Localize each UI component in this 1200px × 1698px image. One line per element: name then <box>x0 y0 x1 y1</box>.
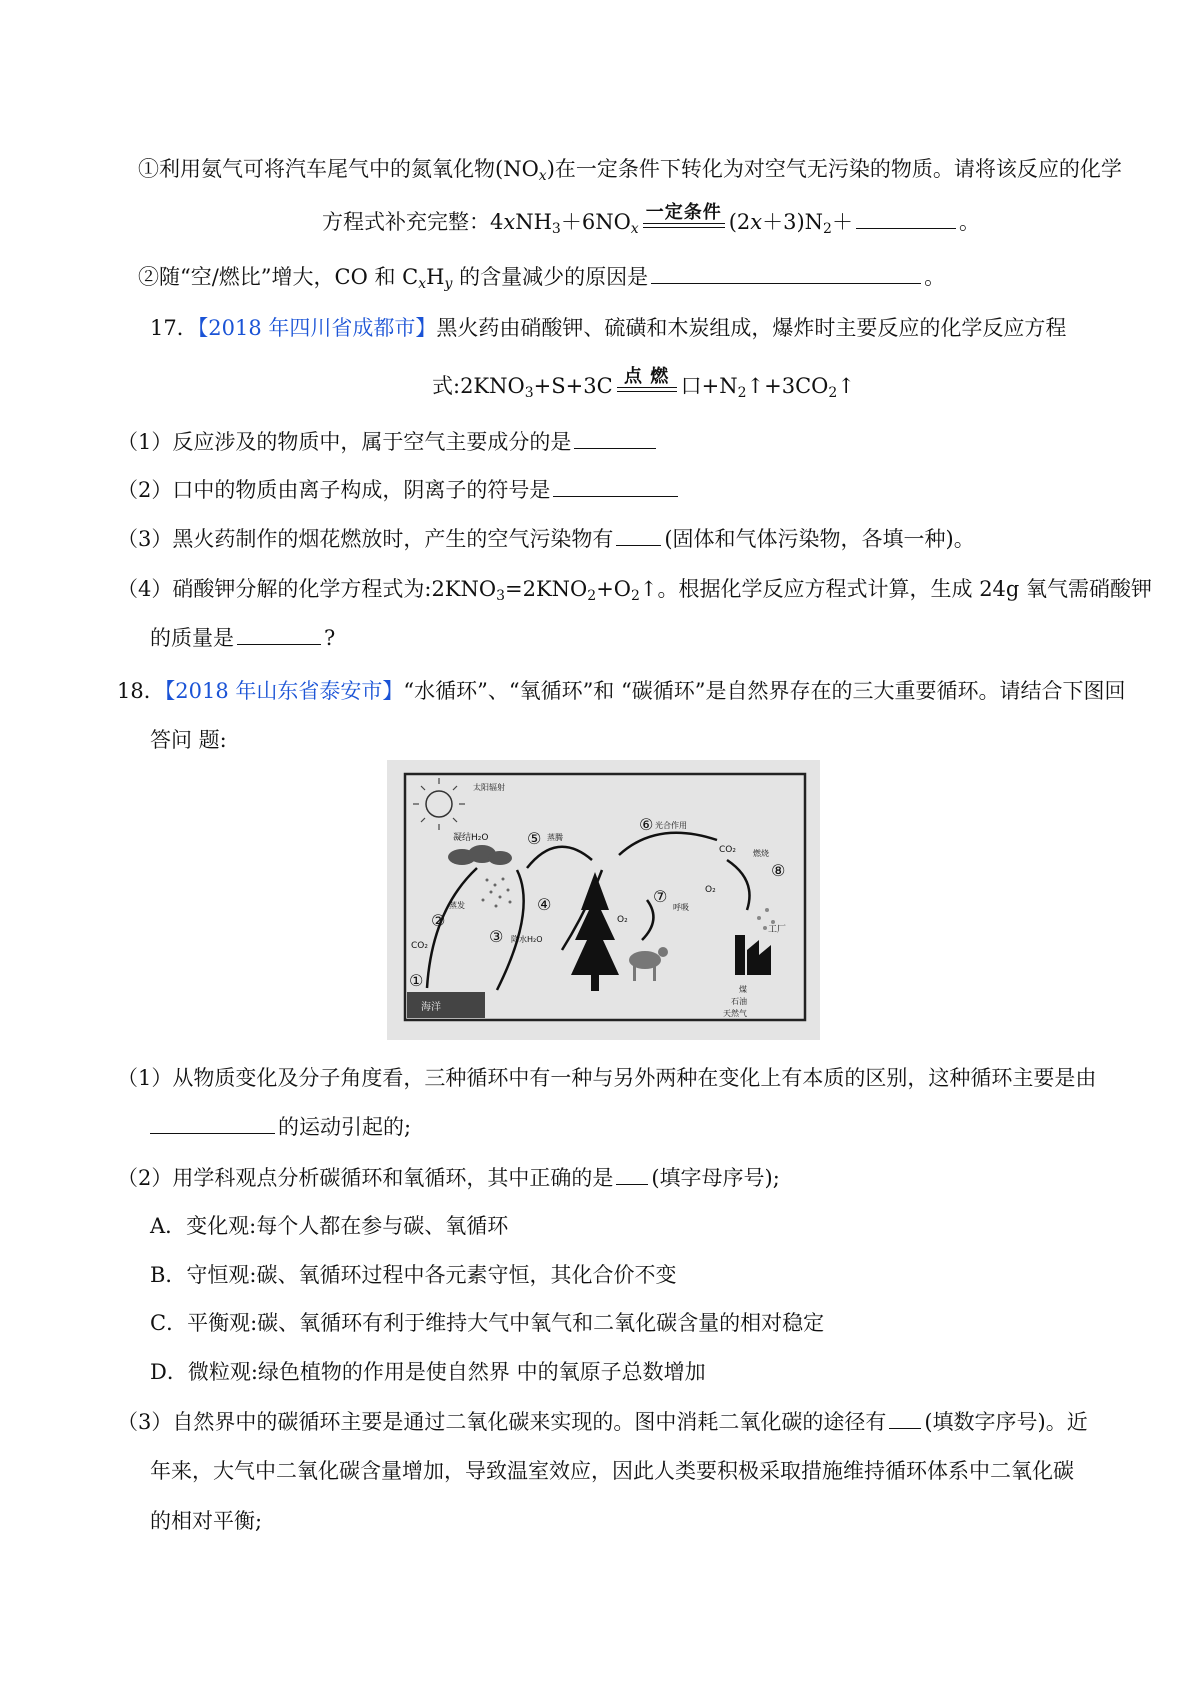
q18-p2-tail: (填字母序号); <box>651 1166 780 1190</box>
option-a-text: A．变化观:每个人都在参与碳、氧循环 <box>150 1214 509 1238</box>
step-6-label: ⑥ <box>639 815 654 834</box>
q17-part3 <box>117 523 975 555</box>
q18-p3-text2: 年来，大气中二氧化碳含量增加，导致温室效应，因此人类要积极采取措施维持循环体系中二氧化碳 <box>150 1459 1074 1483</box>
equals-bars <box>617 387 677 392</box>
step-3-label: ③ <box>489 927 504 946</box>
item1-text-tail: )在一定条件下转化为对空气无污染的物质。请将该反应的化学 <box>546 157 1122 181</box>
eq-mid: (2 <box>728 210 751 234</box>
q18-p3-text3: 的相对平衡; <box>150 1509 263 1533</box>
step-7-label: ⑦ <box>653 887 668 906</box>
cycle-diagram <box>387 760 820 1040</box>
q18-p2-text: （2）用学科观点分析碳循环和氧循环，其中正确的是 <box>117 1166 614 1190</box>
answer-blank[interactable] <box>553 474 678 497</box>
eq-mid2: ＋3)N <box>762 210 824 234</box>
item1-text: ①利用氨气可将汽车尾气中的氮氧化物(NO <box>138 157 539 181</box>
step-8-label: ⑧ <box>771 861 786 880</box>
eq-plus-no: ＋6NO <box>560 210 631 234</box>
q18-option-c[interactable] <box>150 1307 824 1339</box>
q18-part2 <box>117 1162 780 1194</box>
q17-number: 17． <box>150 316 198 340</box>
q17-eq-b: +S+3C <box>533 374 613 398</box>
fuel-label-2: 石油 <box>731 997 747 1006</box>
q17-p4-tail: ↑。根据化学反应方程式计算，生成 24g 氧气需硝酸钾 <box>639 577 1153 601</box>
step-2-label: ② <box>431 911 446 930</box>
eq-n-sub: 2 <box>823 221 832 237</box>
q17-part2 <box>117 474 681 506</box>
cloud-label: 凝结H₂O <box>453 833 489 843</box>
reaction-condition <box>617 367 677 392</box>
q17-p4-text: （4）硝酸钾分解的化学方程式为 <box>117 577 425 601</box>
q17-p4-sub-a: 3 <box>496 588 506 604</box>
q18-text: “水循环”、“氧循环”和 “碳循环”是自然界存在的三大重要循环。请结合下图回 <box>403 679 1126 703</box>
o2-right-label: O₂ <box>705 885 716 895</box>
q18-part3-cont2 <box>150 1505 262 1537</box>
q17-eq-e: ↑ <box>837 374 855 398</box>
option-b-text: B．守恒观:碳、氧循环过程中各元素守恒，其化合价不变 <box>150 1263 677 1287</box>
q17-header <box>150 312 1066 344</box>
condition-text: 点 燃 <box>624 366 670 387</box>
item2-text-c: 的含量减少的原因是 <box>452 265 649 289</box>
q17-p4-eq-c: +O <box>596 577 631 601</box>
eq-plus: ＋ <box>831 210 853 234</box>
answer-blank[interactable] <box>150 1111 275 1134</box>
cxhy-sub-y: y <box>444 276 453 292</box>
step-4-label: ④ <box>537 895 552 914</box>
answer-blank[interactable] <box>889 1406 921 1429</box>
q17-source: 【2018 年四川省成都市】 <box>197 316 437 340</box>
co2-top-label: CO₂ <box>719 845 736 855</box>
q18-option-d[interactable] <box>150 1356 706 1388</box>
eq-mid-x: x <box>750 210 763 234</box>
q18-source: 【2018 年山东省泰安市】 <box>164 679 404 703</box>
q17-part4 <box>117 573 1152 612</box>
q18-part3 <box>117 1406 1088 1438</box>
q17-text: 黑火药由硝酸钾、硫磺和木炭组成，爆炸时主要反应的化学反应方程 <box>436 316 1067 340</box>
equals-bars <box>643 223 725 228</box>
eq-nh: NH <box>515 210 552 234</box>
o2-left-label: O₂ <box>617 915 628 925</box>
q18-header-cont <box>150 724 227 756</box>
q18-part3-cont <box>150 1455 1074 1487</box>
q18-p1-tail: 的运动引起的; <box>278 1115 412 1139</box>
q17-equation <box>432 366 855 409</box>
eq-x: x <box>503 210 516 234</box>
q18-text2: 答问 题: <box>150 728 227 752</box>
q17-p4-eq-b: =2KNO <box>505 577 588 601</box>
q18-part1-cont <box>150 1111 411 1143</box>
ocean-block <box>407 992 485 1018</box>
eq-end: 。 <box>958 210 980 234</box>
answer-blank[interactable] <box>574 426 656 449</box>
item1-line1 <box>138 153 1122 192</box>
answer-blank[interactable] <box>856 206 956 229</box>
q17-p1-text: （1）反应涉及的物质中，属于空气主要成分的是 <box>117 430 572 454</box>
q17-p3-tail: (固体和气体污染物，各填一种)。 <box>664 527 975 551</box>
q18-part1 <box>117 1062 1096 1094</box>
q18-option-a[interactable] <box>150 1210 508 1242</box>
q18-number: 18． <box>117 679 165 703</box>
photosynthesis-label: 光合作用 <box>655 821 687 830</box>
item1-equation <box>322 202 980 245</box>
q17-p4-sub-c: 2 <box>631 588 640 604</box>
co2-sea-label: CO₂ <box>411 941 428 951</box>
q17-eq-d-sub: 2 <box>828 385 838 401</box>
answer-blank[interactable] <box>616 523 661 546</box>
factory-label: 工厂 <box>768 925 787 935</box>
q17-eq-d: ↑+3CO <box>746 374 829 398</box>
evap-label: 蒸发 <box>449 901 465 910</box>
cxhy-sub-x: x <box>418 276 427 292</box>
step-1-label: ① <box>409 971 424 990</box>
answer-blank[interactable] <box>651 261 921 284</box>
breath-label: 呼吸 <box>673 903 689 912</box>
item2-text-a: ②随“空/燃比”增大，CO 和 C <box>138 265 419 289</box>
nox-subscript: x <box>538 168 547 184</box>
q18-p3-text: （3）自然界中的碳循环主要是通过二氧化碳来实现的。图中消耗二氧化碳的途径有 <box>117 1410 887 1434</box>
answer-blank[interactable] <box>237 622 321 645</box>
item2-line <box>138 261 945 300</box>
q18-p3-tail: (填数字序号)。近 <box>924 1410 1088 1434</box>
q18-header <box>117 675 1125 707</box>
q18-option-b[interactable] <box>150 1259 677 1291</box>
q17-p4-text2: 的质量是 <box>150 626 234 650</box>
rain-label: 降水H₂O <box>511 935 543 944</box>
fuel-label-3: 天然气 <box>723 1009 747 1018</box>
q17-p2-text: （2）口中的物质由离子构成，阴离子的符号是 <box>117 478 551 502</box>
answer-blank[interactable] <box>616 1162 648 1185</box>
condition-text: 一定条件 <box>645 202 722 223</box>
q17-eq-a: 式:2KNO <box>432 374 525 398</box>
item2-text-b: H <box>426 265 445 289</box>
q17-p3-text: （3）黑火药制作的烟花燃放时，产生的空气污染物有 <box>117 527 614 551</box>
eq-no-sub: x <box>630 221 639 237</box>
q17-p4-sub-b: 2 <box>587 588 597 604</box>
q17-p4-eq-a: :2KNO <box>424 577 497 601</box>
transp-top-label: 蒸腾 <box>547 833 563 842</box>
sun-label: 太阳辐射 <box>473 783 505 792</box>
q17-part1 <box>117 426 659 458</box>
eq-prefix: 方程式补充完整：4 <box>322 210 504 234</box>
option-c-text: C．平衡观:碳、氧循环有利于维持大气中氧气和二氧化碳含量的相对稳定 <box>150 1311 825 1335</box>
ocean-label: 海洋 <box>421 1002 441 1013</box>
q17-p4-end: ? <box>324 626 336 650</box>
q17-part4-cont <box>150 622 335 654</box>
q18-p1-text: （1）从物质变化及分子角度看，三种循环中有一种与另外两种在变化上有本质的区别，这种循环主要是由 <box>117 1066 1097 1090</box>
fuel-label-1: 煤 <box>739 985 747 994</box>
q17-eq-c: 口+N <box>680 374 738 398</box>
option-d-text: D．微粒观:绿色植物的作用是使自然界 中的氧原子总数增加 <box>150 1360 706 1384</box>
eq-nh-sub: 3 <box>551 221 561 237</box>
step-5-label: ⑤ <box>527 829 542 848</box>
reaction-condition <box>643 203 725 228</box>
item2-end: 。 <box>924 265 946 289</box>
q17-eq-a-sub: 3 <box>524 385 534 401</box>
burn-label: 燃烧 <box>753 849 769 858</box>
q17-eq-c-sub: 2 <box>737 385 747 401</box>
